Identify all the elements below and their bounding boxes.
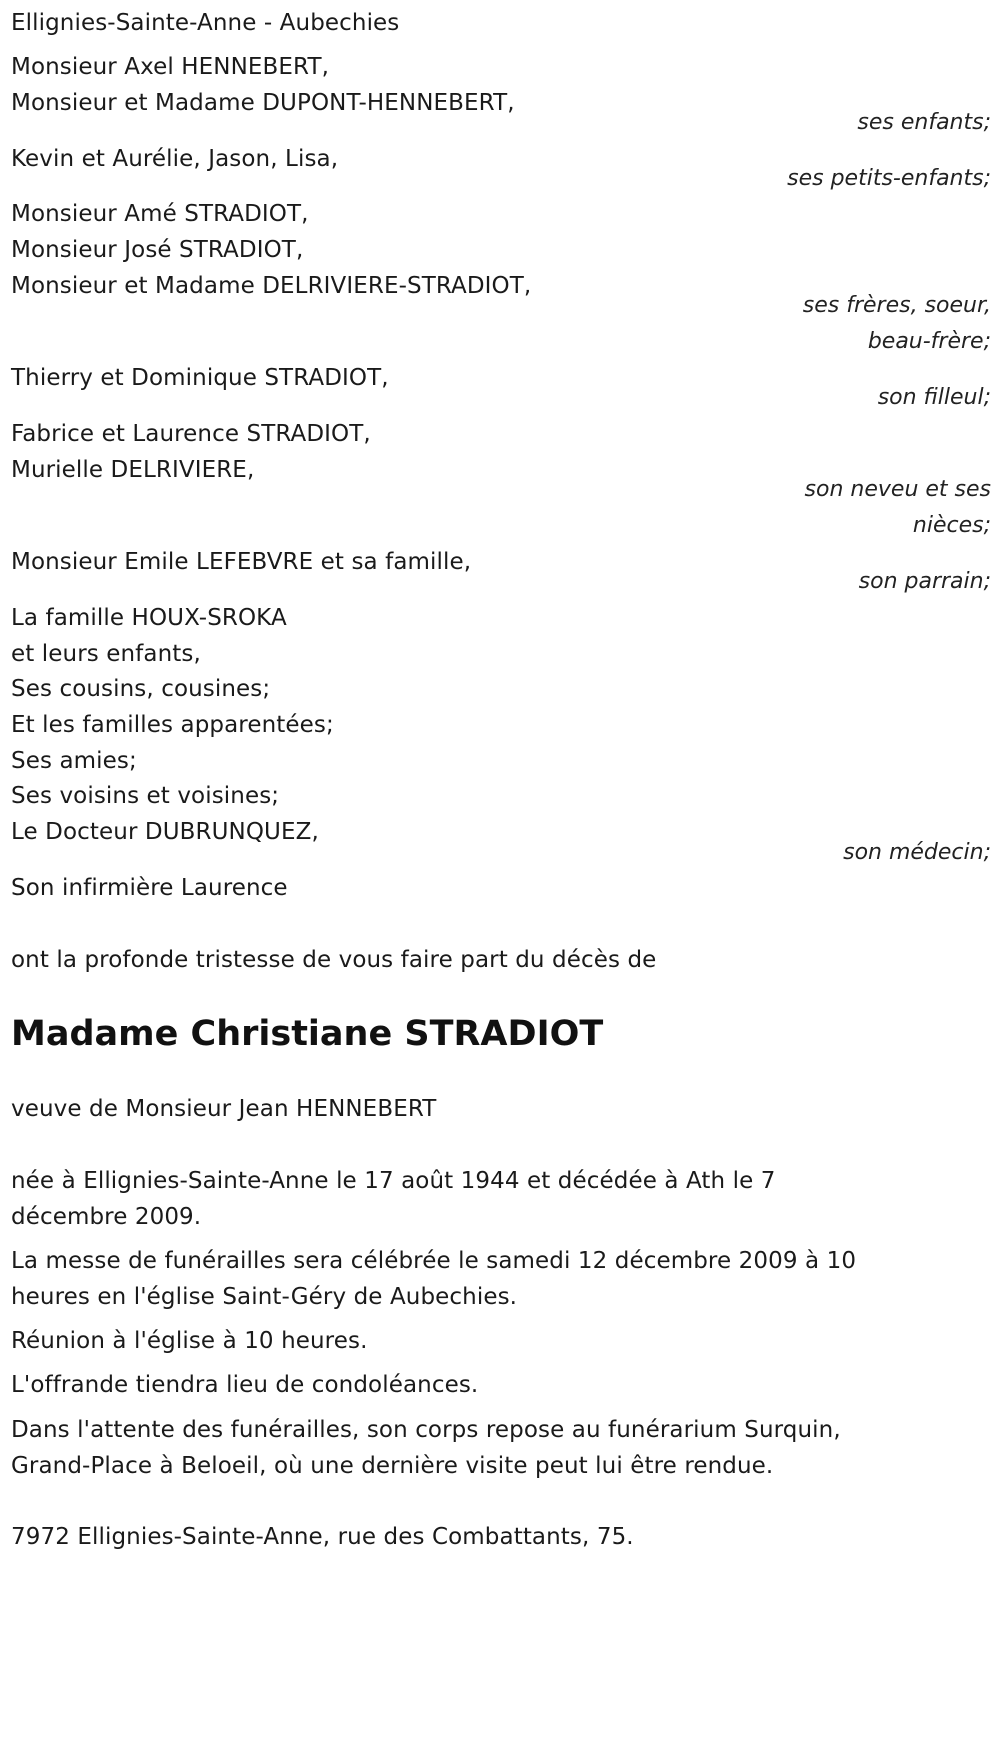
location-heading: Ellignies-Sainte-Anne - Aubechies	[11, 10, 400, 36]
godfather-name: Monsieur Emile LEFEBVRE et sa famille,	[11, 549, 472, 575]
deceased-name: Madame Christiane STRADIOT	[11, 1014, 604, 1054]
relation-nephews: son neveu et ses	[804, 477, 991, 502]
address-text: 7972 Ellignies-Sainte-Anne, rue des Combattants, 75.	[11, 1524, 634, 1550]
family-line: Ses cousins, cousines;	[11, 676, 271, 702]
offering-text: L'offrande tiendra lieu de condoléances.	[11, 1372, 479, 1398]
doctor-name: Le Docteur DUBRUNQUEZ,	[11, 819, 319, 845]
relation-children: ses enfants;	[857, 110, 991, 135]
relation-grandchildren: ses petits-enfants;	[787, 166, 991, 191]
mass-text: heures en l'église Saint-Géry de Aubechies.	[11, 1284, 518, 1310]
grandchildren-names: Kevin et Aurélie, Jason, Lisa,	[11, 146, 339, 172]
child-name: Monsieur et Madame DUPONT-HENNEBERT,	[11, 90, 515, 116]
family-line: Et les familles apparentées;	[11, 712, 334, 738]
godson-names: Thierry et Dominique STRADIOT,	[11, 365, 389, 391]
relation-siblings: ses frères, soeur,	[802, 293, 991, 318]
child-name: Monsieur Axel HENNEBERT,	[11, 54, 329, 80]
relation-siblings: beau-frère;	[867, 329, 991, 354]
nurse-name: Son infirmière Laurence	[11, 875, 288, 901]
family-line: et leurs enfants,	[11, 641, 201, 667]
sibling-name: Monsieur et Madame DELRIVIERE-STRADIOT,	[11, 273, 532, 299]
wake-text: Dans l'attente des funérailles, son corps repose au funérarium Surquin,	[11, 1417, 841, 1443]
obituary-document	[11, 0, 991, 1757]
nephew-name: Fabrice et Laurence STRADIOT,	[11, 421, 371, 447]
relation-godson: son filleul;	[877, 385, 991, 410]
widow-of: veuve de Monsieur Jean HENNEBERT	[11, 1096, 437, 1122]
relation-nephews: nièces;	[912, 513, 991, 538]
family-line: Ses amies;	[11, 748, 137, 774]
family-line: Ses voisins et voisines;	[11, 783, 280, 809]
wake-text: Grand-Place à Beloeil, où une dernière visite peut lui être rendue.	[11, 1453, 774, 1479]
mass-text: La messe de funérailles sera célébrée le samedi 12 décembre 2009 à 10	[11, 1248, 857, 1274]
birth-death-text: née à Ellignies-Sainte-Anne le 17 août 1944 et décédée à Ath le 7	[11, 1168, 776, 1194]
sibling-name: Monsieur José STRADIOT,	[11, 237, 304, 263]
nephew-name: Murielle DELRIVIERE,	[11, 457, 255, 483]
family-line: La famille HOUX-SROKA	[11, 605, 287, 631]
birth-death-text: décembre 2009.	[11, 1204, 202, 1230]
announcement-text: ont la profonde tristesse de vous faire part du décès de	[11, 947, 657, 973]
relation-doctor: son médecin;	[843, 840, 991, 865]
meeting-text: Réunion à l'église à 10 heures.	[11, 1328, 368, 1354]
sibling-name: Monsieur Amé STRADIOT,	[11, 201, 309, 227]
relation-godfather: son parrain;	[858, 569, 991, 594]
